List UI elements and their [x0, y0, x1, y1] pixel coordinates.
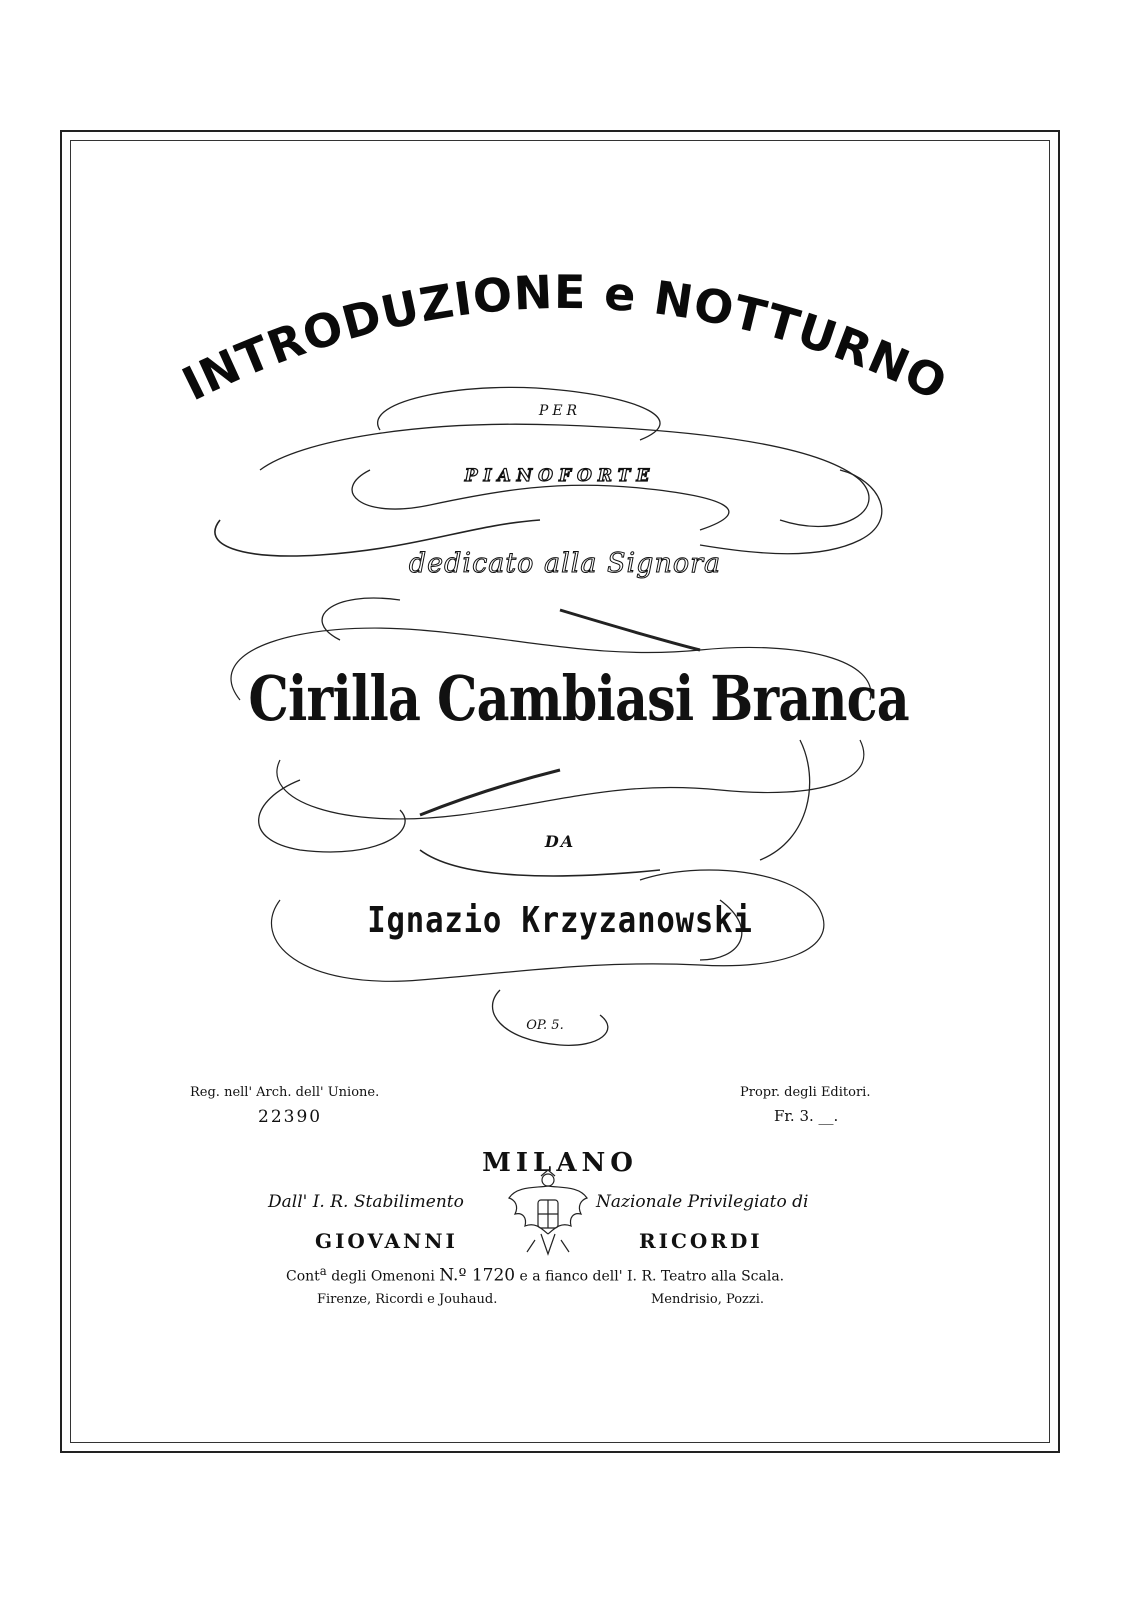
publisher-first-name: GIOVANNI [315, 1229, 458, 1253]
da-label: DA [544, 832, 576, 851]
branch-mendrisio: Mendrisio, Pozzi. [651, 1292, 765, 1307]
instrument-label: PIANOFORTE [464, 466, 656, 486]
publisher-last-name: RICORDI [639, 1229, 763, 1253]
composer-name: Ignazio Krzyzanowski [367, 900, 753, 941]
work-title: INTRODUZIONE e NOTTURNO [173, 268, 956, 412]
dedicatee-name: Cirilla Cambiasi Branca [248, 662, 909, 735]
imperial-eagle-crest-icon [505, 1168, 591, 1260]
branch-florence: Firenze, Ricordi e Jouhaud. [317, 1292, 498, 1307]
dedication-line: dedicato alla Signora [408, 548, 722, 579]
rights-label: Propr. degli Editori. [740, 1085, 871, 1100]
opus-number: OP. 5. [526, 1018, 564, 1033]
imprint-city: MILANO [482, 1148, 638, 1178]
imprint-nazionale: Nazionale Privilegiato di [596, 1192, 809, 1212]
price-label: Fr. 3. __. [774, 1107, 839, 1125]
per-label: PER [538, 403, 582, 419]
registration-label: Reg. nell' Arch. dell' Unione. [190, 1085, 380, 1100]
plate-number: 22390 [258, 1107, 323, 1127]
publisher-address: Cont$^a$ degli Omenoni N.º 1720 e a fianco dell' I. R. Teatro alla Scala. [286, 1264, 785, 1286]
imprint-dall: Dall' I. R. Stabilimento [268, 1192, 464, 1212]
